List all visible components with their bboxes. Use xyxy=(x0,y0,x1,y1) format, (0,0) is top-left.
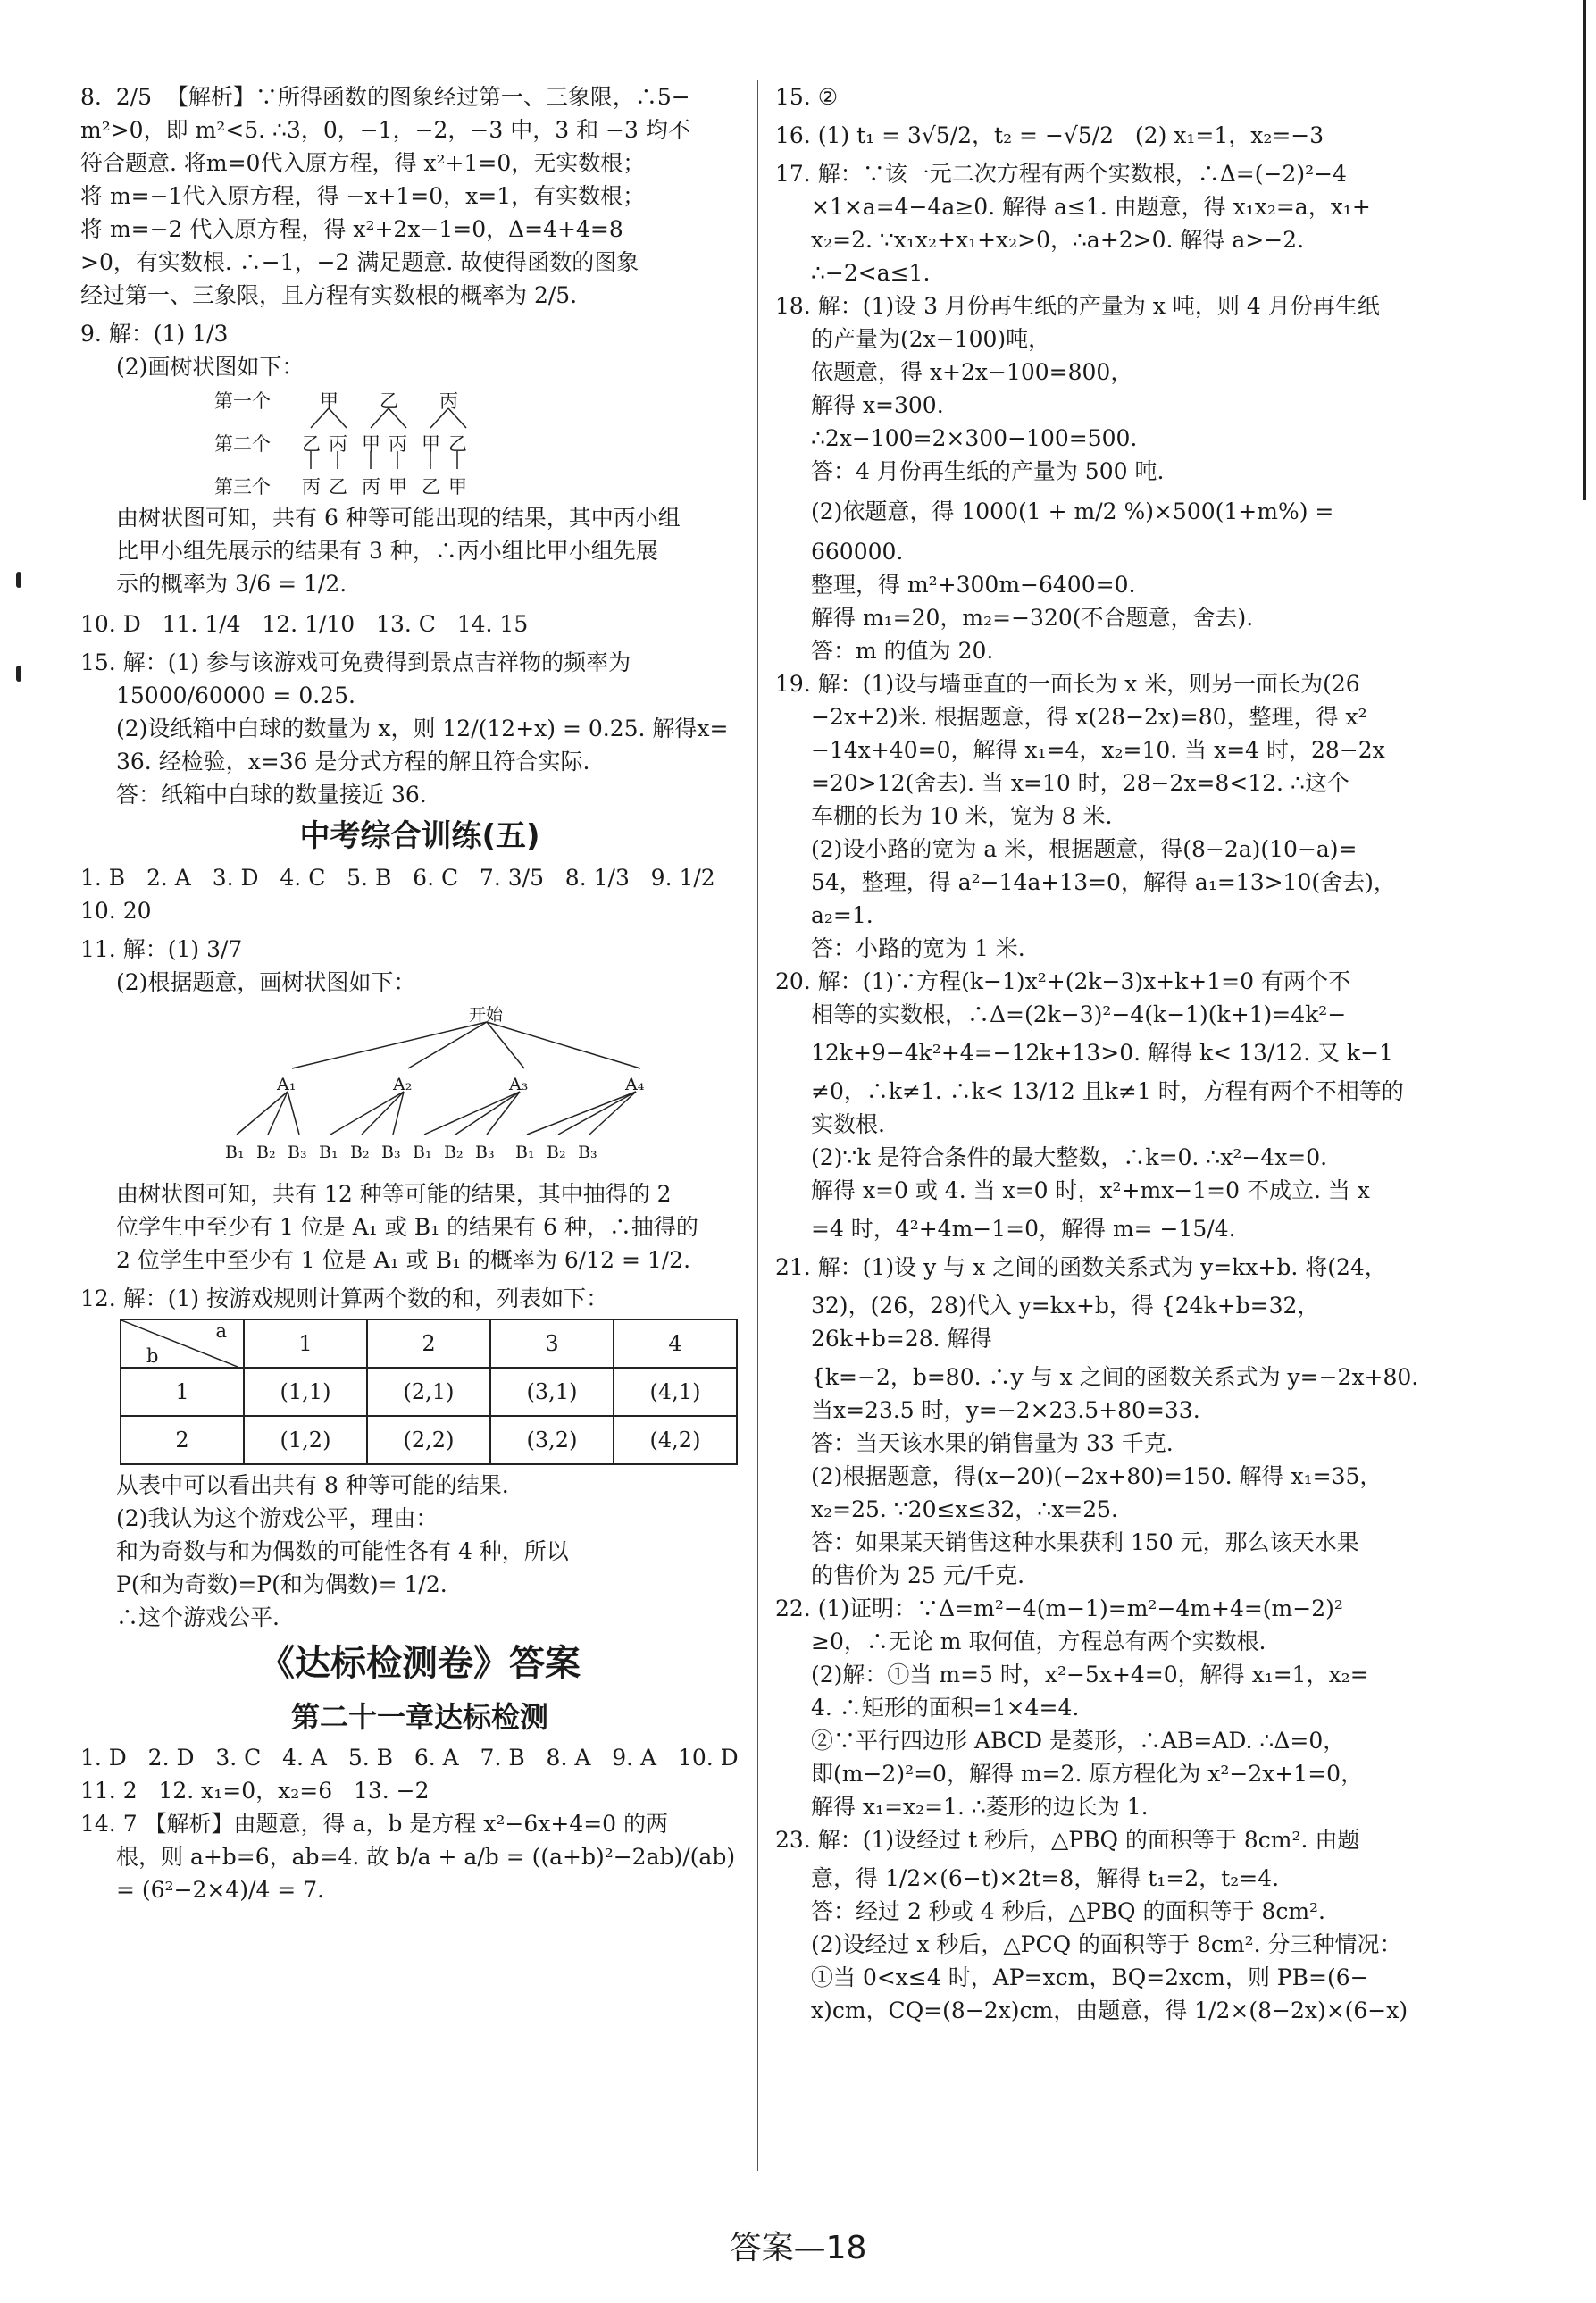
text-line: 36. 经检验，x=36 是分式方程的解且符合实际. xyxy=(116,749,590,775)
tree-node: 乙 xyxy=(422,476,440,498)
question-17 xyxy=(775,157,1432,289)
text-line: 意，得 1/2×(6−t)×2t=8，解得 t₁=2，t₂=4. xyxy=(811,1865,1280,1891)
text-line: 答：4 月份再生纸的产量为 500 吨. xyxy=(811,458,1165,484)
table-corner xyxy=(121,1319,244,1368)
answer-15: 15. ② xyxy=(775,84,839,110)
text-line: 的产量为(2x−100)吨， xyxy=(811,326,1051,352)
tree-node: 甲 xyxy=(422,433,440,455)
text-line: 23. 解：(1)设经过 t 秒后，△PBQ 的面积等于 8cm². 由题 xyxy=(775,1827,1360,1853)
text-line: ∴2x−100=2×300−100=500. xyxy=(811,425,1138,451)
text-line: 答：当天该水果的销售量为 33 千克. xyxy=(811,1430,1174,1456)
text-line: 示的概率为 3/6 = 1/2. xyxy=(116,571,347,597)
table-header: 1 xyxy=(244,1319,367,1368)
answers-main-title: 《达标检测卷》答案 xyxy=(259,1642,581,1684)
tree-node: B₂ xyxy=(547,1143,566,1162)
text-line: 符合题意. 将m=0代入原方程，得 x²+1=0，无实数根； xyxy=(80,150,646,176)
table-header: 4 xyxy=(614,1319,737,1368)
table-cell: (3,1) xyxy=(490,1368,614,1416)
tree-node: B₃ xyxy=(288,1143,307,1162)
page-footer: 答案—18 xyxy=(729,2230,867,2266)
tree-node: 甲 xyxy=(362,433,380,455)
text-line: =4 时，4²+4m−1=0，解得 m= −15/4. xyxy=(811,1216,1236,1242)
text-line: 根，则 a+b=6，ab=4. 故 b/a + a/b = ((a+b)²−2ab)/(ab) xyxy=(116,1844,736,1870)
text-line: 由树状图可知，共有 12 种等可能的结果，其中抽得的 2 xyxy=(116,1181,672,1207)
answers-1-10: 1. D 2. D 3. C 4. A 5. B 6. A 7. B 8. A 9. A 10. D xyxy=(80,1745,739,1771)
text-line: 14. 7 【解析】由题意，得 a，b 是方程 x²−6x+4=0 的两 xyxy=(80,1811,669,1837)
text-line: 4. ∴矩形的面积=1×4=4. xyxy=(811,1695,1080,1721)
text-line: P(和为奇数)=P(和为偶数)= 1/2. xyxy=(116,1571,447,1597)
text-line: 的售价为 25 元/千克. xyxy=(811,1562,1025,1588)
text-line: ①当 0<x≤4 时，AP=xcm，BQ=2xcm，则 PB=(6− xyxy=(811,1964,1369,1990)
table-cell: (2,1) xyxy=(367,1368,490,1416)
table-header: 2 xyxy=(367,1319,490,1368)
text-line: 依题意，得 x+2x−100=800， xyxy=(811,359,1133,385)
text-line: 32)，(26，28)代入 y=kx+b，得 {24k+b=32，26k+b=28. 解得 xyxy=(811,1293,1320,1352)
text-line: 20. 解：(1)∵方程(k−1)x²+(2k−3)x+k+1=0 有两个不 xyxy=(775,968,1350,994)
text-line: 12k+9−4k²+4=−12k+13>0. 解得 k< 13/12. 又 k−1 xyxy=(811,1040,1393,1066)
text-line: 18. 解：(1)设 3 月份再生纸的产量为 x 吨，则 4 月份再生纸 xyxy=(775,293,1380,319)
tree-root: 开始 xyxy=(469,1005,504,1025)
text-line: 由树状图可知，共有 6 种等可能出现的结果，其中丙小组 xyxy=(116,505,681,531)
text-line: (2)设经过 x 秒后，△PCQ 的面积等于 8cm². 分三种情况： xyxy=(811,1931,1402,1957)
text-line: =20>12(舍去). 当 x=10 时，28−2x=8<12. ∴这个 xyxy=(811,770,1349,796)
text-line: >0，有实数根. ∴−1，−2 满足题意. 故使得函数的图象 xyxy=(80,249,639,275)
text-line: ≠0，∴k≠1. ∴k< 13/12 且k≠1 时，方程有两个不相等的 xyxy=(811,1078,1404,1104)
text-line: m²>0，即 m²<5. ∴3，0，−1，−2，−3 中，3 和 −3 均不 xyxy=(80,117,690,143)
text-line: (2)画树状图如下： xyxy=(116,354,305,380)
text-line: ∴这个游戏公平. xyxy=(116,1604,280,1630)
tree-node: B₁ xyxy=(515,1143,535,1162)
text-line: 和为奇数与和为偶数的可能性各有 4 种，所以 xyxy=(116,1538,569,1564)
table-header: 3 xyxy=(490,1319,614,1368)
tree-node: A₁ xyxy=(277,1075,297,1094)
text-line: 当x=23.5 时，y=−2×23.5+80=33. xyxy=(811,1397,1200,1423)
answers-11-13: 11. 2 12. x₁=0，x₂=6 13. −2 xyxy=(80,1778,430,1804)
tree-node: B₃ xyxy=(578,1143,597,1162)
text-line: 即(m−2)²=0，解得 m=2. 原方程化为 x²−2x+1=0， xyxy=(811,1761,1364,1787)
text-line: 解得 x₁=x₂=1. ∴菱形的边长为 1. xyxy=(811,1794,1149,1820)
text-line: ≥0，∴无论 m 取何值，方程总有两个实数根. xyxy=(811,1629,1266,1654)
tree-level-label: 第一个 xyxy=(214,390,271,412)
text-line: 答：m 的值为 20. xyxy=(811,638,994,664)
text-line: 22. (1)证明：∵Δ=m²−4(m−1)=m²−4m+4=(m−2)² xyxy=(775,1595,1343,1621)
text-line: (2)依题意，得 1000(1 + m/2 %)×500(1+m%) = xyxy=(811,498,1334,524)
text-line: (2)设小路的宽为 a 米，根据题意，得(8−2a)(10−a)= xyxy=(811,836,1358,862)
text-line: x₂=25. ∵20≤x≤32，∴x=25. xyxy=(811,1496,1119,1522)
text-line: 比甲小组先展示的结果有 3 种，∴丙小组比甲小组先展 xyxy=(116,538,658,564)
answers-1-9: 1. B 2. A 3. D 4. C 5. B 6. C 7. 3/5 8. 1/3 9. 1/2 xyxy=(80,865,715,891)
text-line: 解得 x=0 或 4. 当 x=0 时，x²+mx−1=0 不成立. 当 x xyxy=(811,1177,1370,1203)
tree-node: B₃ xyxy=(475,1143,495,1162)
table-cell: (4,2) xyxy=(614,1416,737,1464)
text-line: 9. 解：(1) 1/3 xyxy=(80,321,229,347)
table-cell: (4,1) xyxy=(614,1368,737,1416)
tree-node: 丙 xyxy=(329,433,347,455)
tree-level-label: 第二个 xyxy=(214,433,271,455)
text-line: 21. 解：(1)设 y 与 x 之间的函数关系式为 y=kx+b. 将(24， xyxy=(775,1254,1387,1280)
tree-node: 丙 xyxy=(362,476,380,498)
scan-mark xyxy=(16,572,21,588)
tree-node: B₃ xyxy=(381,1143,401,1162)
text-line: 从表中可以看出共有 8 种等可能的结果. xyxy=(116,1472,509,1498)
text-line: 11. 解：(1) 3/7 xyxy=(80,936,243,962)
row-label: 1 xyxy=(121,1368,244,1416)
question-15 xyxy=(80,646,759,811)
tree-node: 丙 xyxy=(302,476,321,498)
text-line: (2)设纸箱中白球的数量为 x，则 12/(12+x) = 0.25. 解得x= xyxy=(116,716,729,741)
text-line: (2)我认为这个游戏公平，理由： xyxy=(116,1505,439,1531)
question-18 xyxy=(775,289,1432,667)
table-row xyxy=(121,1368,737,1416)
text-line: 解得 m₁=20，m₂=−320(不合题意，舍去). xyxy=(811,605,1254,631)
tree-level-label: 第三个 xyxy=(214,476,271,498)
text-line: −14x+40=0，解得 x₁=4，x₂=10. 当 x=4 时，28−2x xyxy=(811,737,1385,763)
right-column xyxy=(775,80,1432,2027)
text-line: 12. 解：(1) 按游戏规则计算两个数的和，列表如下： xyxy=(80,1285,609,1311)
tree-node: B₂ xyxy=(350,1143,370,1162)
corner-label-a: a xyxy=(215,1320,227,1342)
text-line: = (6²−2×4)/4 = 7. xyxy=(116,1877,325,1903)
tree-node: B₁ xyxy=(225,1143,245,1162)
table-cell: (2,2) xyxy=(367,1416,490,1464)
question-14 xyxy=(80,1807,759,1906)
tree-node: 甲 xyxy=(389,476,407,498)
tree-node: B₂ xyxy=(444,1143,464,1162)
tree-diagram-2 xyxy=(116,999,741,1177)
tree-node: A₃ xyxy=(509,1075,529,1094)
question-22 xyxy=(775,1592,1432,1823)
text-line: x₂=2. ∵x₁x₂+x₁+x₂>0，∴a+2>0. 解得 a>−2. xyxy=(811,227,1305,253)
tree-node: B₂ xyxy=(256,1143,276,1162)
question-20 xyxy=(775,965,1432,1245)
question-8 xyxy=(80,80,759,312)
answers-10-14: 10. D 11. 1/4 12. 1/10 13. C 14. 15 xyxy=(80,611,529,637)
question-23 xyxy=(775,1823,1432,2027)
text-line: 位学生中至少有 1 位是 A₁ 或 B₁ 的结果有 6 种，∴抽得的 xyxy=(116,1214,698,1240)
text-line: 答：纸箱中白球的数量接近 36. xyxy=(116,782,427,808)
text-line: 54，整理，得 a²−14a+13=0，解得 a₁=13>10(舍去)， xyxy=(811,869,1396,895)
corner-label-b: b xyxy=(146,1345,159,1367)
text-line: ×1×a=4−4a≥0. 解得 a≤1. 由题意，得 x₁x₂=a，x₁+ xyxy=(811,194,1371,220)
text-line: 经过第一、三象限，且方程有实数根的概率为 2/5. xyxy=(80,282,578,308)
text-line: 整理，得 m²+300m−6400=0. xyxy=(811,572,1136,598)
text-line: (2)解：①当 m=5 时，x²−5x+4=0，解得 x₁=1，x₂= xyxy=(811,1662,1369,1687)
tree-node: 乙 xyxy=(329,476,347,498)
row-label: 2 xyxy=(121,1416,244,1464)
tree-node: A₂ xyxy=(393,1075,413,1094)
text-line: x)cm，CQ=(8−2x)cm，由题意，得 1/2×(8−2x)×(6−x) xyxy=(811,1997,1408,2023)
scan-mark xyxy=(16,666,21,682)
text-line: 相等的实数根，∴Δ=(2k−3)²−4(k−1)(k+1)=4k²− xyxy=(811,1001,1347,1027)
tree-node: B₁ xyxy=(319,1143,338,1162)
answer-16: 16. (1) t₁ = 3√5/2，t₂ = −√5/2 (2) x₁=1，x₂=−3 xyxy=(775,122,1324,148)
text-line: 15000/60000 = 0.25. xyxy=(116,683,355,708)
table-cell: (3,2) xyxy=(490,1416,614,1464)
text-line: −2x+2)米. 根据题意，得 x(28−2x)=80，整理，得 x² xyxy=(811,704,1367,730)
text-line: 19. 解：(1)设与墙垂直的一面长为 x 米，则另一面长为(26 xyxy=(775,671,1360,697)
chapter-title: 第二十一章达标检测 xyxy=(290,1700,548,1734)
text-line: (2)根据题意，画树状图如下： xyxy=(116,969,416,995)
tree-node: 乙 xyxy=(448,433,467,455)
tree-node: 丙 xyxy=(389,433,407,455)
question-9 xyxy=(80,317,759,600)
tree-node: 甲 xyxy=(448,476,467,498)
text-line: 答：小路的宽为 1 米. xyxy=(811,935,1025,961)
tree-node: 甲 xyxy=(320,390,338,412)
text-line: 17. 解：∵该一元二次方程有两个实数根，∴Δ=(−2)²−4 xyxy=(775,161,1347,187)
answer-10: 10. 20 xyxy=(80,898,152,924)
text-line: 660000. xyxy=(811,539,904,565)
tree-node: A₄ xyxy=(625,1075,645,1094)
text-line: 15. 解：(1) 参与该游戏可免费得到景点吉祥物的频率为 xyxy=(80,649,631,675)
table-cell: (1,1) xyxy=(244,1368,367,1416)
text-line: 将 m=−1代入原方程，得 −x+1=0，x=1，有实数根； xyxy=(80,183,646,209)
text-line: 实数根. xyxy=(811,1111,885,1137)
tree-node: 丙 xyxy=(439,390,458,412)
text-line: 答：如果某天销售这种水果获利 150 元，那么该天水果 xyxy=(811,1529,1359,1555)
tree-diagram-1 xyxy=(116,383,741,501)
text-line: ∴−2<a≤1. xyxy=(811,260,931,286)
left-column xyxy=(80,80,759,1906)
text-line: {k=−2，b=80. ∴y 与 x 之间的函数关系式为 y=−2x+80. xyxy=(811,1364,1419,1390)
question-11 xyxy=(80,933,759,1277)
section-title: 中考综合训练(五) xyxy=(299,818,540,854)
table-cell: (1,2) xyxy=(244,1416,367,1464)
text-line: 车棚的长为 10 米，宽为 8 米. xyxy=(811,803,1113,829)
tree-node: 乙 xyxy=(302,433,321,455)
page-edge-bar xyxy=(1583,0,1586,500)
text-line: ②∵平行四边形 ABCD 是菱形，∴AB=AD. ∴Δ=0， xyxy=(811,1728,1346,1754)
tree-node: 乙 xyxy=(380,390,398,412)
question-12 xyxy=(80,1282,759,1634)
text-line: 答：经过 2 秒或 4 秒后，△PBQ 的面积等于 8cm². xyxy=(811,1898,1325,1924)
sum-table xyxy=(120,1319,738,1465)
text-line: 将 m=−2 代入原方程，得 x²+2x−1=0，Δ=4+4=8 xyxy=(80,216,623,242)
question-19 xyxy=(775,667,1432,965)
text-line: 8. 2/5 【解析】∵所得函数的图象经过第一、三象限，∴5− xyxy=(80,84,690,110)
text-line: 2 位学生中至少有 1 位是 A₁ 或 B₁ 的概率为 6/12 = 1/2. xyxy=(116,1247,691,1273)
text-line: (2)∵k 是符合条件的最大整数，∴k=0. ∴x²−4x=0. xyxy=(811,1144,1328,1170)
tree-node: B₁ xyxy=(413,1143,432,1162)
text-line: (2)根据题意，得(x−20)(−2x+80)=150. 解得 x₁=35， xyxy=(811,1463,1383,1489)
question-21 xyxy=(775,1251,1432,1592)
text-line: 解得 x=300. xyxy=(811,392,944,418)
table-row xyxy=(121,1416,737,1464)
text-line: a₂=1. xyxy=(811,902,873,928)
